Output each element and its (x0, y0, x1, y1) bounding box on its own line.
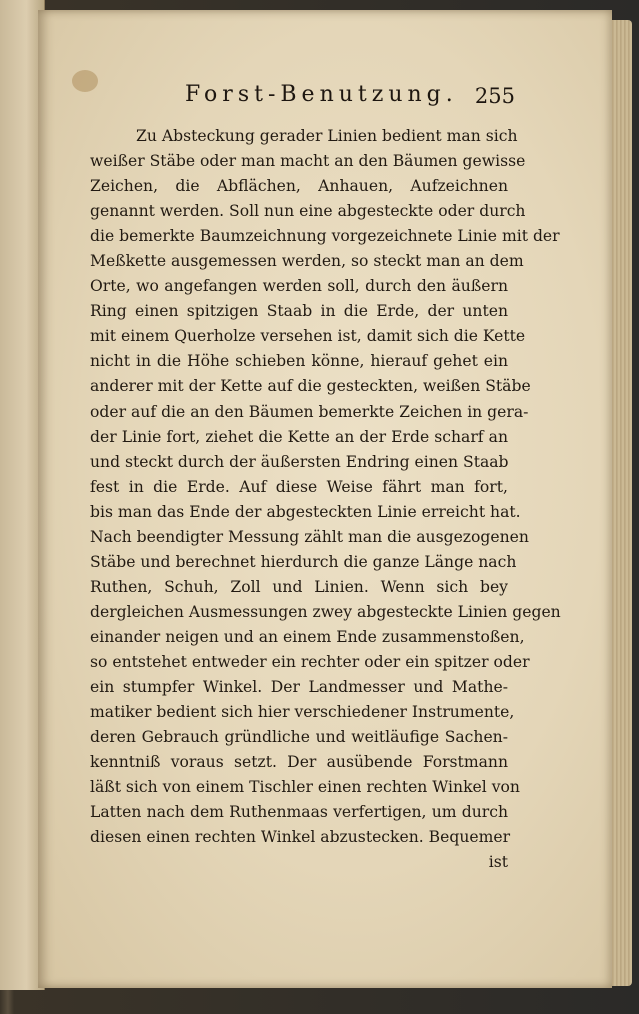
text-line: Zu Absteckung gerader Linien bedient man sich (136, 127, 518, 145)
text-line: und steckt durch der äußersten Endring einen Staab (90, 452, 509, 471)
text-line: weißer Stäbe oder man macht an den Bäumen gewisse (90, 152, 526, 171)
text-line: Nach beendigter Messung zählt man die ausgezogenen (90, 527, 529, 546)
text-line: kenntniß voraus setzt. Der ausübende Forstmann (90, 753, 508, 772)
text-line: nicht in die Höhe schieben könne, hierauf gehet ein (90, 352, 508, 371)
text-line: Ring einen spitzigen Staab in die Erde, der unten (90, 302, 508, 321)
page-header (185, 82, 515, 118)
text-line: Meßkette ausgemessen werden, so steckt man an dem (90, 252, 524, 271)
text-line: ein stumpfer Winkel. Der Landmesser und Mathe- (90, 678, 508, 697)
text-line: Ruthen, Schuh, Zoll und Linien. Wenn sich bey (90, 577, 508, 596)
text-line: so entstehet entweder ein rechter oder ein spitzer oder (90, 652, 530, 671)
text-line: mit einem Querholze versehen ist, damit sich die Kette (90, 327, 526, 346)
text-line: Stäbe und berechnet hierdurch die ganze Länge nach (90, 552, 517, 571)
text-line: diesen einen rechten Winkel abzustecken. Bequemer (90, 828, 511, 847)
text-line: genannt werden. Soll nun eine abgesteckte oder durch (90, 202, 526, 221)
running-head: Forst-Benutzung. (185, 82, 458, 107)
paper-stain (72, 70, 98, 92)
text-line: Orte, wo angefangen werden soll, durch den äußern (90, 277, 508, 296)
text-line: anderer mit der Kette auf die gesteckten, weißen Stäbe (90, 377, 531, 396)
body-text (90, 124, 561, 875)
text-line: oder auf die an den Bäumen bemerkte Zeichen in gera- (90, 402, 529, 421)
text-line: dergleichen Ausmessungen zwey abgesteckte Linien gegen (90, 602, 561, 621)
text-line: matiker bedient sich hier verschiedener Instrumente, (90, 703, 515, 722)
text-line: läßt sich von einem Tischler einen rechten Winkel von (90, 778, 520, 797)
text-line: fest in die Erde. Auf diese Weise fährt man fort, (90, 477, 508, 496)
text-line: Latten nach dem Ruthenmaas verfertigen, um durch (90, 803, 508, 822)
text-line: der Linie fort, ziehet die Kette an der Erde scharf an (90, 427, 508, 446)
text-line: einander neigen und an einem Ende zusammenstoßen, (90, 627, 525, 646)
page-block-edges (610, 20, 632, 986)
catchword: ist (488, 853, 508, 872)
text-line: Zeichen, die Abflächen, Anhauen, Aufzeichnen (90, 177, 508, 196)
page-number: 255 (474, 84, 515, 108)
text-line: bis man das Ende der abgesteckten Linie erreicht hat. (90, 502, 521, 521)
text-line: deren Gebrauch gründliche und weitläufige Sachen- (90, 728, 508, 747)
text-line: die bemerkte Baumzeichnung vorgezeichnete Linie mit der (90, 227, 560, 246)
